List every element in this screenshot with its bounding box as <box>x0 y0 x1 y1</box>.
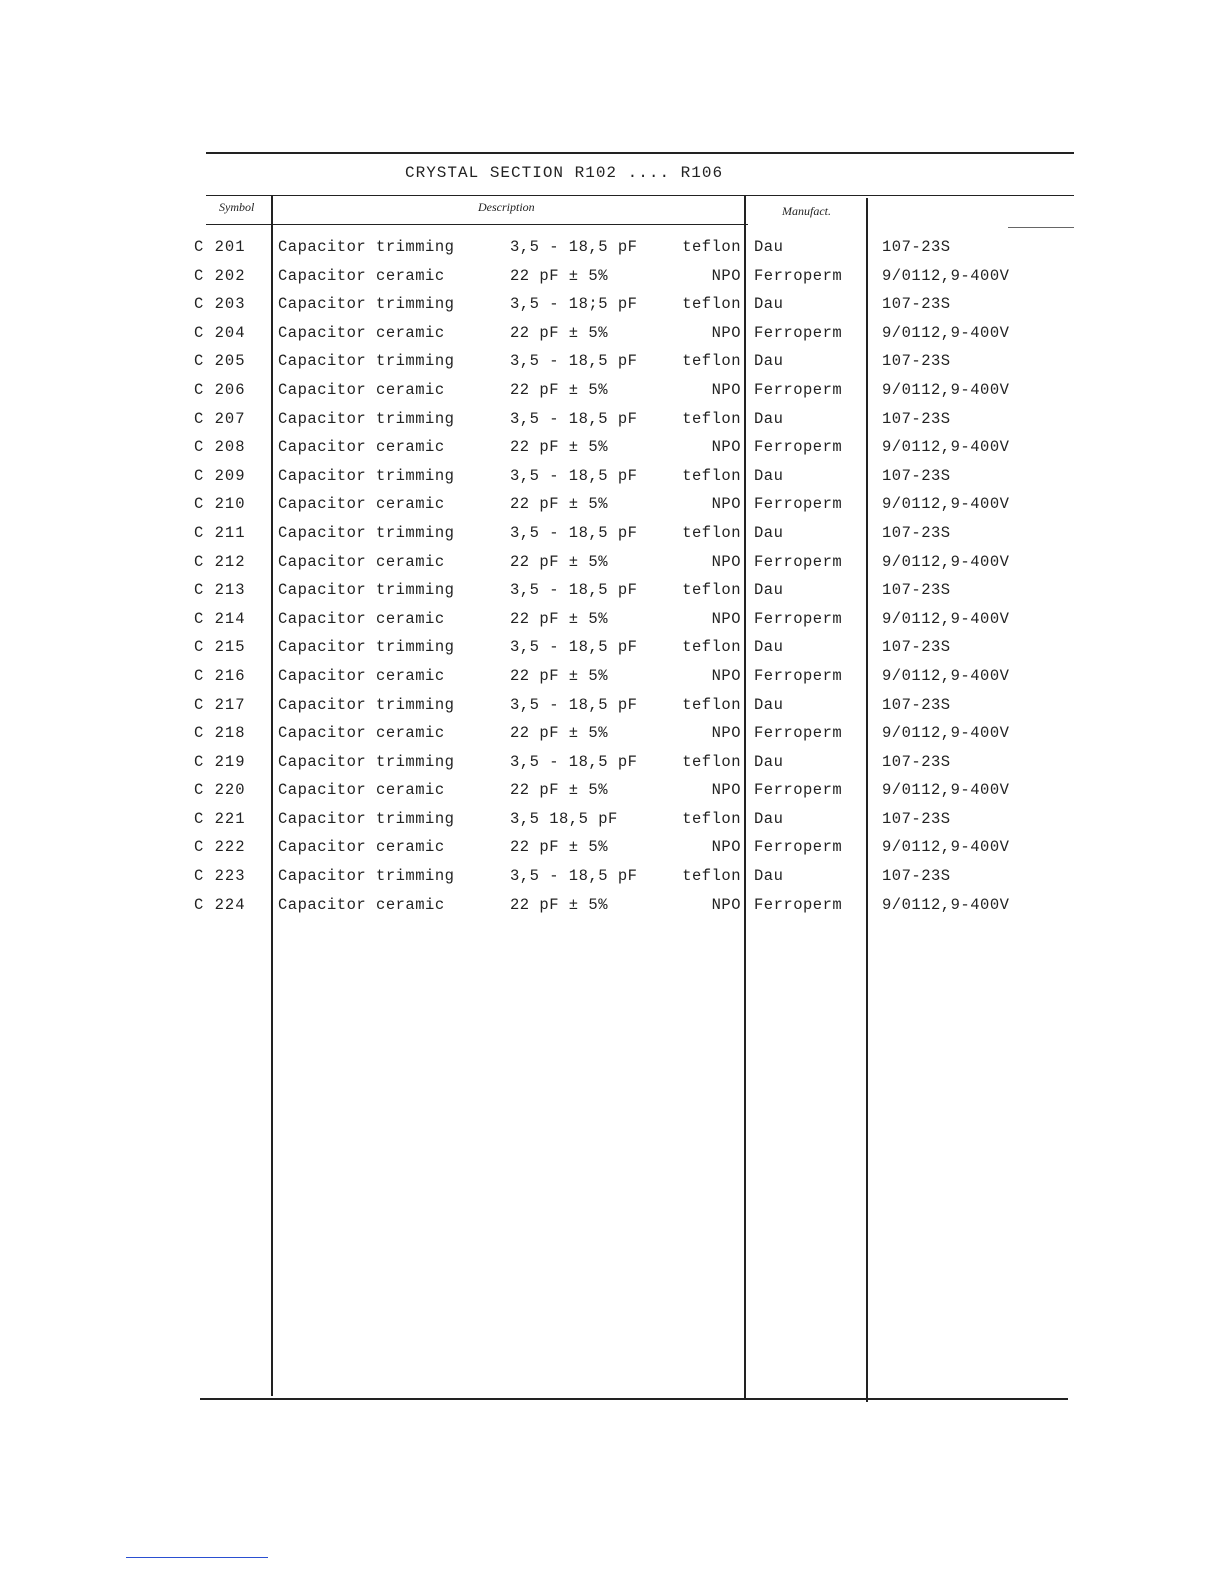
symbol-cell: C 214 <box>194 609 246 628</box>
description-type-cell: Capacitor trimming <box>278 466 455 485</box>
symbol-cell: C 206 <box>194 380 246 399</box>
symbol-cell: C 207 <box>194 409 246 428</box>
description-type-cell: Capacitor trimming <box>278 295 455 314</box>
manufacturer-cell: Ferroperm <box>754 666 843 685</box>
description-value-cell: 3,5 - 18,5 pF <box>510 409 638 428</box>
manufacturer-cell: Ferroperm <box>754 552 843 571</box>
description-value-cell: 22 pF ± 5% <box>510 323 609 342</box>
description-value-cell: 3,5 - 18,5 pF <box>510 581 638 600</box>
symbol-cell: C 203 <box>194 295 246 314</box>
description-value-cell: 3,5 - 18,5 pF <box>510 466 638 485</box>
symbol-cell: C 216 <box>194 666 246 685</box>
header-bottom-rule-left <box>206 224 748 225</box>
table-row <box>0 863 1224 892</box>
manufacturer-cell: Dau <box>754 752 784 771</box>
table-row <box>0 263 1224 292</box>
description-dielectric-cell: NPO <box>711 495 741 514</box>
symbol-cell: C 212 <box>194 552 246 571</box>
description-type-cell: Capacitor ceramic <box>278 895 445 914</box>
description-dielectric-cell: teflon <box>682 581 741 600</box>
description-dielectric-cell: teflon <box>682 466 741 485</box>
manufacturer-cell: Ferroperm <box>754 724 843 743</box>
manufacturer-cell: Ferroperm <box>754 380 843 399</box>
manufacturer-cell: Dau <box>754 409 784 428</box>
description-dielectric-cell: teflon <box>682 352 741 371</box>
description-dielectric-cell: NPO <box>711 552 741 571</box>
description-value-cell: 22 pF ± 5% <box>510 380 609 399</box>
description-value-cell: 22 pF ± 5% <box>510 895 609 914</box>
description-type-cell: Capacitor trimming <box>278 352 455 371</box>
table-row <box>0 749 1224 778</box>
part-number-cell: 9/0112,9-400V <box>882 438 1010 457</box>
part-number-cell: 107-23S <box>882 752 951 771</box>
description-dielectric-cell: NPO <box>711 666 741 685</box>
part-number-cell: 107-23S <box>882 295 951 314</box>
symbol-cell: C 215 <box>194 638 246 657</box>
description-dielectric-cell: teflon <box>682 409 741 428</box>
part-number-cell: 107-23S <box>882 638 951 657</box>
table-row <box>0 634 1224 663</box>
part-number-cell: 9/0112,9-400V <box>882 552 1010 571</box>
description-type-cell: Capacitor ceramic <box>278 609 445 628</box>
description-dielectric-cell: NPO <box>711 895 741 914</box>
description-value-cell: 3,5 18,5 pF <box>510 809 618 828</box>
manufacturer-cell: Dau <box>754 238 784 256</box>
part-number-cell: 9/0112,9-400V <box>882 724 1010 743</box>
table-row <box>0 577 1224 606</box>
description-value-cell: 3,5 - 18;5 pF <box>510 295 638 314</box>
part-number-cell: 9/0112,9-400V <box>882 781 1010 800</box>
manufacturer-cell: Ferroperm <box>754 495 843 514</box>
symbol-cell: C 222 <box>194 838 246 857</box>
description-value-cell: 22 pF ± 5% <box>510 724 609 743</box>
manufacturer-cell: Dau <box>754 523 784 542</box>
manufacturer-header: Manufact. <box>782 204 831 218</box>
description-value-cell: 22 pF ± 5% <box>510 781 609 800</box>
table-row <box>0 463 1224 492</box>
table-row <box>0 434 1224 463</box>
description-dielectric-cell: NPO <box>711 609 741 628</box>
description-type-cell: Capacitor ceramic <box>278 552 445 571</box>
description-dielectric-cell: NPO <box>711 438 741 457</box>
manufacturer-cell: Ferroperm <box>754 781 843 800</box>
top-rule <box>206 152 1074 154</box>
table-row <box>0 320 1224 349</box>
description-type-cell: Capacitor ceramic <box>278 666 445 685</box>
part-number-cell: 107-23S <box>882 581 951 600</box>
description-dielectric-cell: NPO <box>711 266 741 285</box>
manufacturer-cell: Dau <box>754 581 784 600</box>
symbol-cell: C 224 <box>194 895 246 914</box>
symbol-cell: C 209 <box>194 466 246 485</box>
description-dielectric-cell: teflon <box>682 809 741 828</box>
header-bottom-rule-right <box>1008 227 1074 228</box>
description-type-cell: Capacitor trimming <box>278 809 455 828</box>
part-number-cell: 9/0112,9-400V <box>882 380 1010 399</box>
description-dielectric-cell: NPO <box>711 838 741 857</box>
part-number-cell: 107-23S <box>882 238 951 256</box>
description-value-cell: 22 pF ± 5% <box>510 552 609 571</box>
manufacturer-cell: Dau <box>754 638 784 657</box>
description-type-cell: Capacitor ceramic <box>278 323 445 342</box>
manufacturer-cell: Dau <box>754 695 784 714</box>
table-row <box>0 720 1224 749</box>
description-value-cell: 22 pF ± 5% <box>510 266 609 285</box>
description-value-cell: 3,5 - 18,5 pF <box>510 752 638 771</box>
description-dielectric-cell: teflon <box>682 752 741 771</box>
part-number-cell: 9/0112,9-400V <box>882 838 1010 857</box>
description-type-cell: Capacitor ceramic <box>278 838 445 857</box>
description-dielectric-cell: teflon <box>682 295 741 314</box>
manufacturer-cell: Dau <box>754 867 784 886</box>
footer-link-underline <box>126 1557 268 1558</box>
table-row <box>0 377 1224 406</box>
description-dielectric-cell: teflon <box>682 238 741 256</box>
description-type-cell: Capacitor ceramic <box>278 380 445 399</box>
table-row <box>0 663 1224 692</box>
description-value-cell: 3,5 - 18,5 pF <box>510 695 638 714</box>
manufacturer-cell: Ferroperm <box>754 266 843 285</box>
table-row <box>0 777 1224 806</box>
description-type-cell: Capacitor ceramic <box>278 438 445 457</box>
symbol-cell: C 221 <box>194 809 246 828</box>
description-dielectric-cell: teflon <box>682 695 741 714</box>
part-number-cell: 107-23S <box>882 809 951 828</box>
part-number-cell: 107-23S <box>882 409 951 428</box>
description-value-cell: 22 pF ± 5% <box>510 609 609 628</box>
symbol-header: Symbol <box>219 200 255 214</box>
description-type-cell: Capacitor trimming <box>278 752 455 771</box>
table-row <box>0 520 1224 549</box>
manufacturer-cell: Dau <box>754 295 784 314</box>
part-number-cell: 9/0112,9-400V <box>882 495 1010 514</box>
description-type-cell: Capacitor trimming <box>278 695 455 714</box>
symbol-cell: C 211 <box>194 523 246 542</box>
symbol-cell: C 208 <box>194 438 246 457</box>
description-dielectric-cell: teflon <box>682 867 741 886</box>
manufacturer-cell: Ferroperm <box>754 895 843 914</box>
description-dielectric-cell: NPO <box>711 724 741 743</box>
description-value-cell: 22 pF ± 5% <box>510 495 609 514</box>
manufacturer-cell: Dau <box>754 352 784 371</box>
table-row <box>0 834 1224 863</box>
description-dielectric-cell: NPO <box>711 323 741 342</box>
symbol-cell: C 202 <box>194 266 246 285</box>
part-number-cell: 9/0112,9-400V <box>882 895 1010 914</box>
description-type-cell: Capacitor ceramic <box>278 781 445 800</box>
description-dielectric-cell: NPO <box>711 781 741 800</box>
description-type-cell: Capacitor trimming <box>278 638 455 657</box>
description-header: Description <box>478 200 535 214</box>
table-row <box>0 606 1224 635</box>
symbol-cell: C 223 <box>194 867 246 886</box>
part-number-cell: 107-23S <box>882 352 951 371</box>
description-type-cell: Capacitor trimming <box>278 523 455 542</box>
part-number-cell: 9/0112,9-400V <box>882 266 1010 285</box>
description-type-cell: Capacitor trimming <box>278 238 455 256</box>
description-value-cell: 3,5 - 18,5 pF <box>510 867 638 886</box>
description-value-cell: 3,5 - 18,5 pF <box>510 238 638 256</box>
symbol-cell: C 218 <box>194 724 246 743</box>
symbol-cell: C 220 <box>194 781 246 800</box>
table-row <box>0 348 1224 377</box>
description-type-cell: Capacitor ceramic <box>278 724 445 743</box>
table-row <box>0 406 1224 435</box>
manufacturer-cell: Ferroperm <box>754 609 843 628</box>
table-row <box>0 549 1224 578</box>
part-number-cell: 9/0112,9-400V <box>882 666 1010 685</box>
table-row <box>0 234 1224 263</box>
table-row <box>0 291 1224 320</box>
description-value-cell: 22 pF ± 5% <box>510 438 609 457</box>
manufacturer-cell: Ferroperm <box>754 438 843 457</box>
part-number-cell: 9/0112,9-400V <box>882 609 1010 628</box>
description-value-cell: 3,5 - 18,5 pF <box>510 352 638 371</box>
table-row <box>0 806 1224 835</box>
description-value-cell: 22 pF ± 5% <box>510 666 609 685</box>
page-title: CRYSTAL SECTION R102 .... R106 <box>405 164 724 182</box>
description-dielectric-cell: teflon <box>682 523 741 542</box>
description-dielectric-cell: teflon <box>682 638 741 657</box>
symbol-cell: C 204 <box>194 323 246 342</box>
description-type-cell: Capacitor trimming <box>278 409 455 428</box>
part-number-cell: 9/0112,9-400V <box>882 323 1010 342</box>
parts-list <box>0 234 1224 920</box>
description-value-cell: 22 pF ± 5% <box>510 838 609 857</box>
description-type-cell: Capacitor trimming <box>278 867 455 886</box>
part-number-cell: 107-23S <box>882 523 951 542</box>
symbol-cell: C 219 <box>194 752 246 771</box>
description-type-cell: Capacitor ceramic <box>278 495 445 514</box>
part-number-cell: 107-23S <box>882 867 951 886</box>
description-dielectric-cell: NPO <box>711 380 741 399</box>
symbol-cell: C 210 <box>194 495 246 514</box>
manufacturer-cell: Ferroperm <box>754 323 843 342</box>
header-top-rule <box>206 195 1074 196</box>
description-type-cell: Capacitor trimming <box>278 581 455 600</box>
manufacturer-cell: Ferroperm <box>754 838 843 857</box>
table-row <box>0 692 1224 721</box>
symbol-cell: C 205 <box>194 352 246 371</box>
part-number-cell: 107-23S <box>882 695 951 714</box>
manufacturer-cell: Dau <box>754 809 784 828</box>
description-type-cell: Capacitor ceramic <box>278 266 445 285</box>
symbol-cell: C 217 <box>194 695 246 714</box>
table-row <box>0 491 1224 520</box>
manufacturer-cell: Dau <box>754 466 784 485</box>
symbol-cell: C 201 <box>194 238 246 256</box>
description-value-cell: 3,5 - 18,5 pF <box>510 638 638 657</box>
table-row <box>0 892 1224 921</box>
bottom-rule <box>200 1398 1068 1400</box>
description-value-cell: 3,5 - 18,5 pF <box>510 523 638 542</box>
part-number-cell: 107-23S <box>882 466 951 485</box>
symbol-cell: C 213 <box>194 581 246 600</box>
